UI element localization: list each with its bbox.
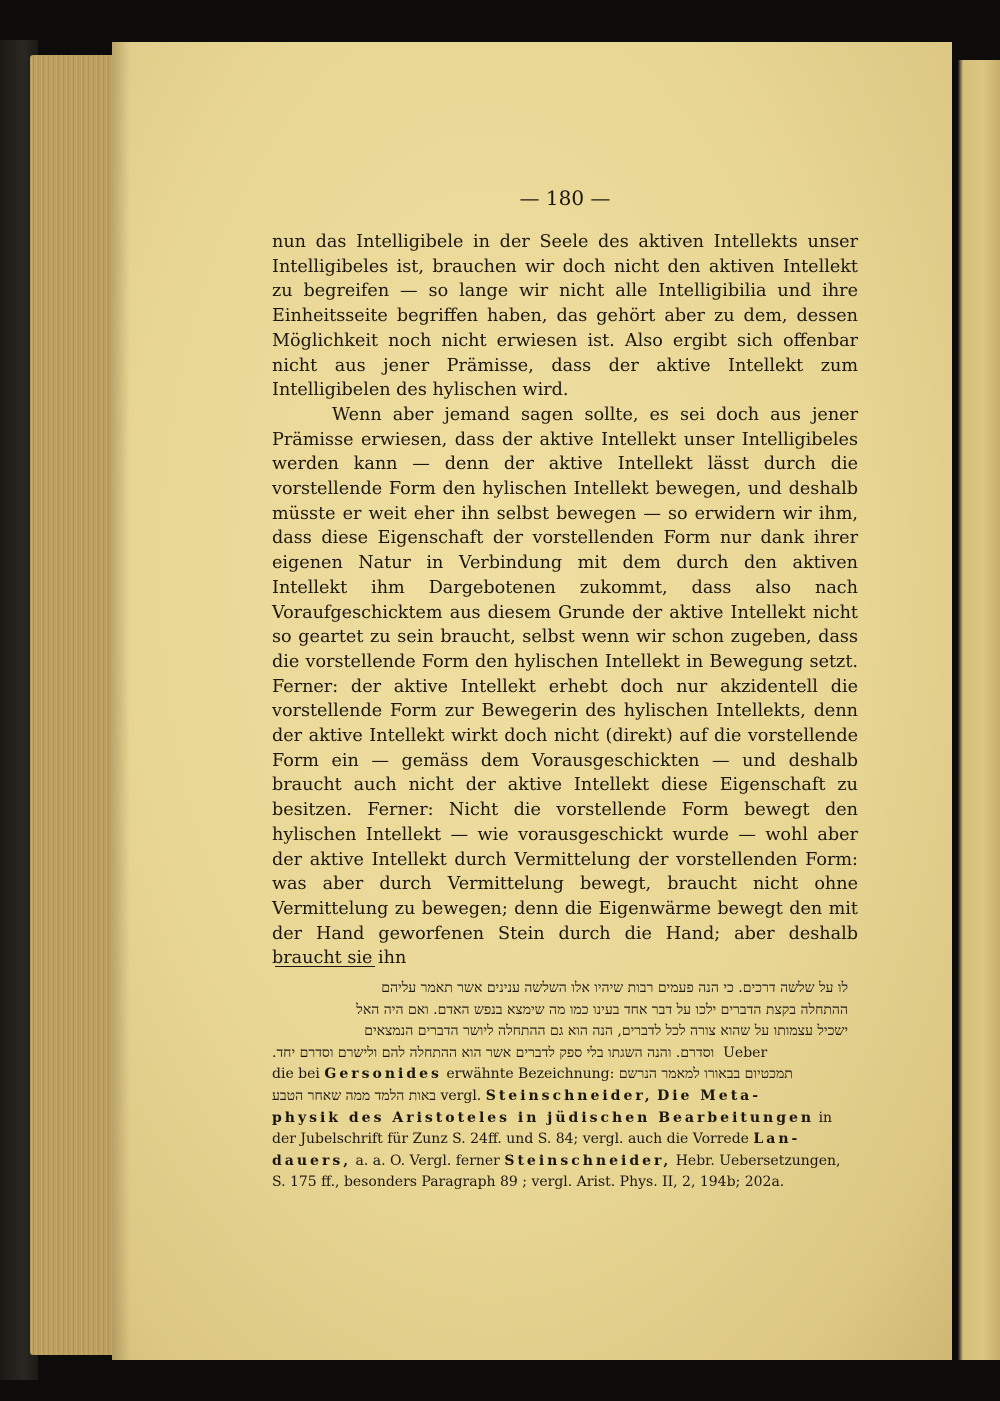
footnote-hebrew-line-3: ישכיל עצמותו על שהוא צורה לכל לדברים, הנה הוא גם ההתחלה ליושר הדברים הנמצאים [364,1023,848,1040]
paragraph-1: nun das Intelligibele in der Seele des aktiven Intellekts unser Intelligibeles ist, brauchen wir doch nicht den aktiven Intellekt zu begreifen — so lange wir nicht alle Intelligibilia und ihre Einheitsseite begriffen haben, das gehört aber zu dem, dessen Möglichkeit noch nicht erwiesen ist. Also ergibt sich offenbar nicht aus jener Prämisse, dass der aktive Intellekt zum Intelligibelen des hylischen wird. [272,232,858,401]
footnote-hebrew-inline: באות הלמד ממה שאחר הטבע [272,1087,437,1104]
work-title: Die Meta- [657,1087,762,1104]
footnote-text: erwähnte Bezeichnung: [446,1066,615,1083]
footnote-line-6 [272,1086,848,1108]
author-name: Lan- [753,1131,801,1148]
footnote-hebrew-line-1: לו על שלשה דרכים. כי הנה פעמים רבות שיהיו אלו השלשה ענינים אשר תאמר עליהם [381,980,848,996]
paragraph-2: Wenn aber jemand sagen sollte, es sei doch aus jener Prämisse erwiesen, dass der aktive Intellekt unser Intelligibeles werden kann — denn der aktive Intellekt lässt durch die vorstellende Form den hylischen Intellekt bewegen, und deshalb müsste er weit eher ihn selbst bewegen — so erwidern wir ihm, dass diese Eigenschaft der vorstellenden Form nur dank ihrer eigenen Natur in Verbindung mit dem durch den aktiven Intellekt ihm Dargebotenen zukommt, dass also nach Voraufgeschicktem aus diesem Grunde der aktive Intellekt nicht so geartet zu sein braucht, selbst wenn wir schon zugeben, dass die vorstellende Form den hylischen Intellekt in Bewegung setzt. Ferner: der aktive Intellekt erhebt doch nur akzidentell die vorstellende Form zur Bewegerin des hylischen Intellekts, denn der aktive Intellekt wirkt doch nicht (direkt) auf die vorstellende Form ein — gemäss dem Vorausgeschickten — und deshalb braucht auch nicht der aktive Intellekt diese Eigenschaft zu besitzen. Ferner: Nicht die vorstellende Form bewegt den hylischen Intellekt — wie vorausgeschickt wurde — wohl aber der aktive Intellekt durch Vermittelung der vorstellenden Form: was aber durch Vermittelung bewegt, braucht nicht ohne Vermittelung zu bewegen; denn die Eigenwärme bewegt den mit der Hand geworfenen Stein durch die Hand; aber deshalb braucht sie ihn [272,404,858,969]
body-text [272,230,858,971]
footnote-line-5 [272,1064,848,1086]
author-name: Gersonides [324,1066,442,1083]
footnote-line-4 [272,1043,848,1065]
facing-page-edge [958,60,1000,1360]
footnote-ueber: Ueber [723,1044,768,1061]
author-name: Steinschneider, [485,1087,653,1104]
footnote-hebrew-line-2: ההתחלה בקצת הדברים ילכו על דבר אחד בעינו כמו מה שימצא בנפש האדם. ואם היה האל [356,1001,848,1018]
gutter-shadow [112,42,130,1360]
work-title: physik des Aristoteles in jüdischen Bearbeitungen [272,1109,815,1126]
author-name: dauers, [272,1152,352,1169]
footnote-text: a. a. O. Vergl. ferner [355,1152,500,1169]
author-name: Steinschneider, [504,1152,672,1169]
page-stack-edges [30,55,122,1355]
footnote [272,978,848,1194]
footnote-line-9 [272,1151,848,1173]
footnote-hebrew-line-4: וסדרם. והנה השגתו בלי ספק לדברים אשר הוא ההתחלה להם ולישרם וסדרם יחד. [272,1044,715,1061]
footnote-line-10: S. 175 ff., besonders Paragraph 89 ; vergl. Arist. Phys. II, 2, 194b; 202a. [272,1174,785,1191]
footnote-line-7 [272,1108,848,1130]
footnote-rule [275,966,375,967]
page-number: — 180 — [519,186,611,210]
footnote-text: die bei [272,1066,320,1083]
footnote-text: der Jubelschrift für Zunz S. 24ff. und S. 84; vergl. auch die Vorrede [272,1131,749,1148]
footnote-hebrew-inline: תמכטיום בבאורו למאמר הנרשם [618,1066,793,1083]
footnote-text: vergl. [440,1087,482,1104]
footnote-text: in [818,1109,833,1126]
footnote-text: Hebr. Uebersetzungen, [675,1152,841,1169]
footnote-line-8 [272,1129,848,1151]
